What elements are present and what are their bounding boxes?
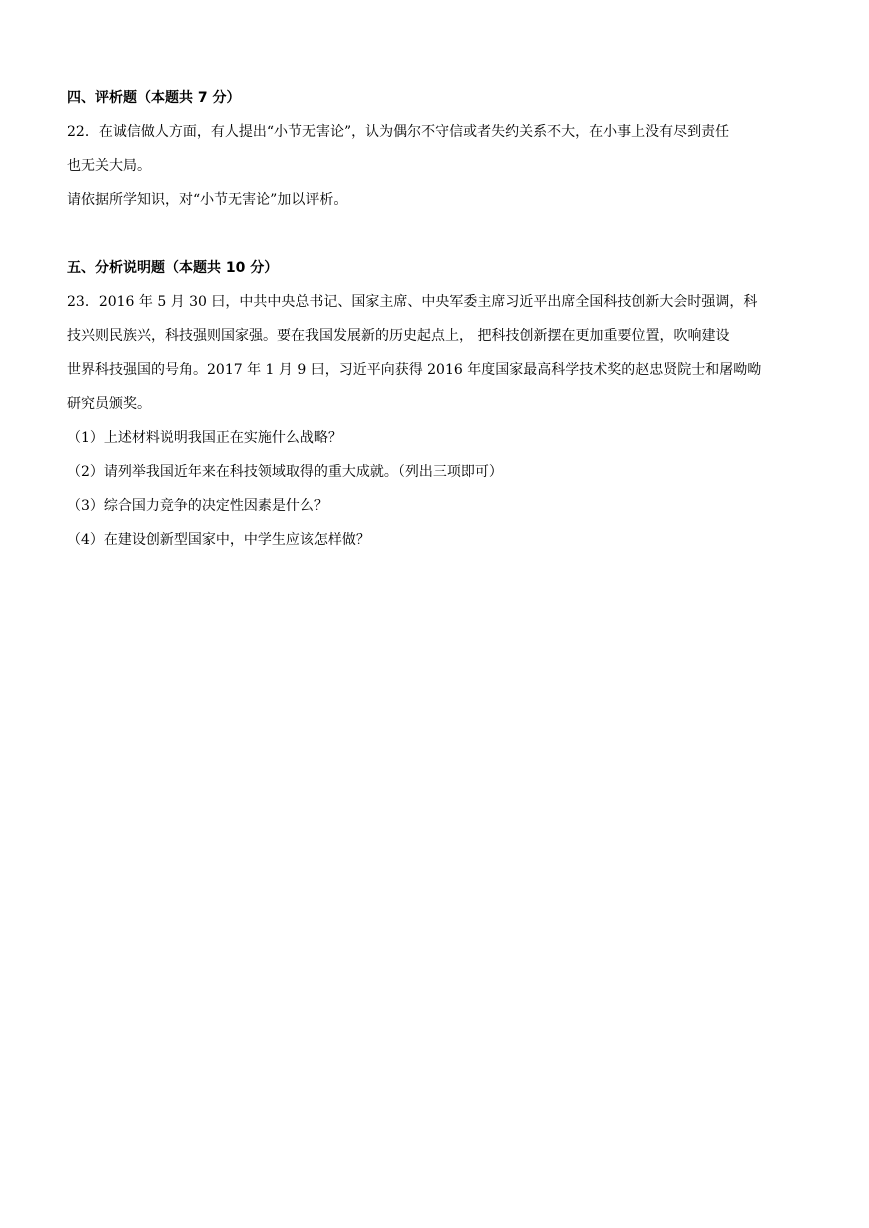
question-23-line-4: 研究员颁奖。	[67, 396, 151, 412]
question-23-line-3: 世界科技强国的号角。2017 年 1 月 9 曰，习近平向获得 2016 年度国家最高科学技术奖的赵忠贤院士和屠呦呦	[67, 362, 762, 378]
section-4-heading: 四、评析题（本题共 7 分）	[67, 90, 241, 106]
sub-question-4: （4）在建设创新型国家中，中学生应该怎样做？	[67, 532, 370, 548]
sub-question-1: （1）上述材料说明我国正在实施什么战略？	[67, 430, 342, 446]
question-22-line-2: 也无关大局。	[67, 158, 151, 174]
question-22-prompt: 请依据所学知识，对“小节无害论”加以评析。	[67, 192, 348, 208]
sub-question-3: （3）综合国力竞争的决定性因素是什么？	[67, 498, 328, 514]
question-23-line-1: 23．2016 年 5 月 30 曰，中共中央总书记、国家主席、中央军委主席习近平出席全国科技创新大会时强调，科	[67, 294, 758, 310]
question-22-line-1: 22．在诚信做人方面，有人提出“小节无害论”，认为偶尔不守信或者失约关系不大，在小事上没有尽到责任	[67, 124, 730, 140]
question-23-line-2: 技兴则民族兴，科技强则国家强。要在我国发展新的历史起点上， 把科技创新摆在更加重要位置，吹响建设	[67, 328, 730, 344]
sub-question-2: （2）请列举我国近年来在科技领域取得的重大成就。（列出三项即可）	[67, 464, 503, 480]
section-5-heading: 五、分析说明题（本题共 10 分）	[67, 260, 279, 276]
